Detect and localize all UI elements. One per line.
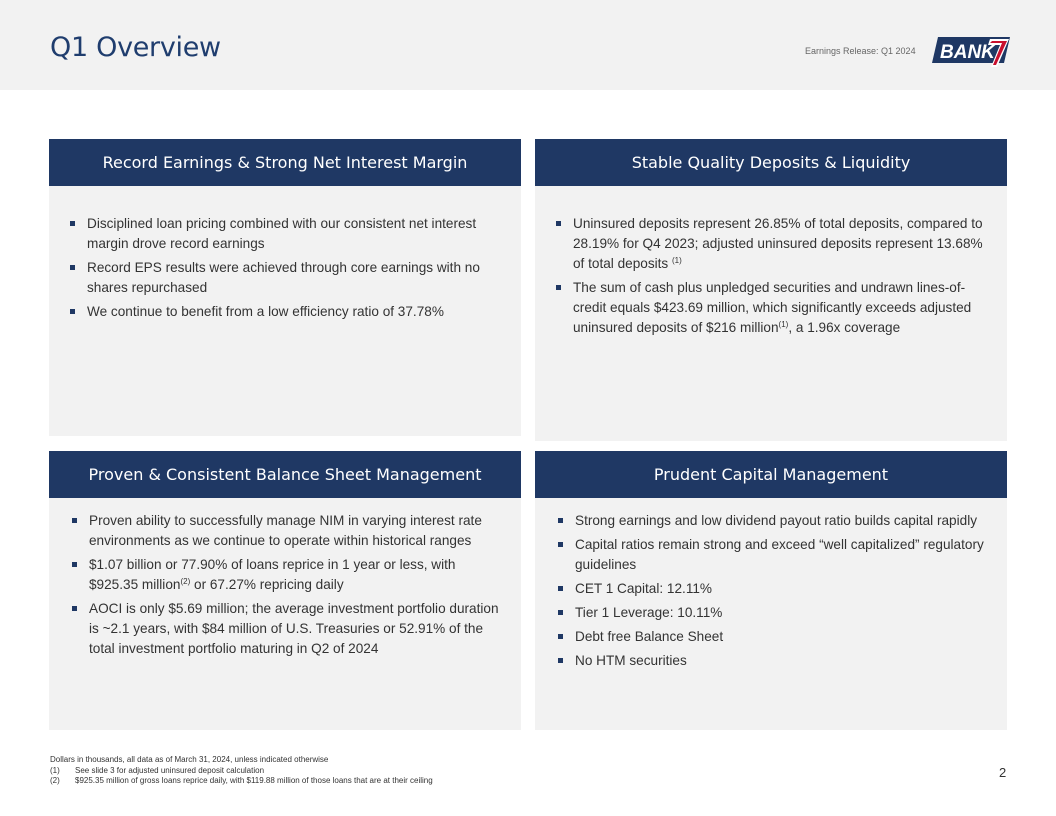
logo-text: BANK bbox=[940, 42, 995, 63]
bullet-item: Capital ratios remain strong and exceed “well capitalized” regulatory guidelines bbox=[558, 535, 998, 575]
release-label: Earnings Release: Q1 2024 bbox=[805, 46, 916, 56]
panel-balance-sheet bbox=[49, 451, 521, 730]
bullet-list bbox=[556, 214, 996, 342]
bullet-item: Record EPS results were achieved through core earnings with no shares repurchased bbox=[70, 258, 505, 298]
bullet-item: No HTM securities bbox=[558, 651, 998, 671]
footnote-intro: Dollars in thousands, all data as of March 31, 2024, unless indicated otherwise bbox=[50, 755, 329, 764]
bullet-item: Debt free Balance Sheet bbox=[558, 627, 998, 647]
page-title: Q1 Overview bbox=[50, 32, 221, 63]
bullet-list bbox=[72, 511, 502, 663]
bank7-logo bbox=[932, 33, 1012, 69]
header-bar bbox=[0, 0, 1056, 90]
bullet-list bbox=[558, 511, 998, 675]
panel-deposits-liquidity bbox=[535, 139, 1007, 441]
panel-title: Record Earnings & Strong Net Interest Margin bbox=[49, 139, 521, 186]
bullet-item: Proven ability to successfully manage NIM in varying interest rate environments as we continue to operate within historical ranges bbox=[72, 511, 502, 551]
footnotes bbox=[50, 755, 433, 787]
footnote-ref: (2) bbox=[180, 577, 191, 586]
bullet-item: $1.07 billion or 77.90% of loans reprice in 1 year or less, with $925.35 million$^{(2)}$ or 67.27% repricing daily bbox=[72, 555, 502, 595]
bullet-item: Disciplined loan pricing combined with our consistent net interest margin drove record earnings bbox=[70, 214, 505, 254]
panel-title: Prudent Capital Management bbox=[535, 451, 1007, 498]
footnote-2: (2) $925.35 million of gross loans reprice daily, with $119.88 million of those loans that are at their ceiling bbox=[50, 776, 433, 785]
panel-title: Proven & Consistent Balance Sheet Management bbox=[49, 451, 521, 498]
bullet-item: Strong earnings and low dividend payout ratio builds capital rapidly bbox=[558, 511, 998, 531]
bullet-item: AOCI is only $5.69 million; the average investment portfolio duration is ~2.1 years, with $84 million of U.S. Treasuries or 52.91% of the total investment portfolio maturing in Q2 of 2024 bbox=[72, 599, 502, 659]
footnote-ref: (1) bbox=[778, 320, 789, 329]
bullet-item: Tier 1 Leverage: 10.11% bbox=[558, 603, 998, 623]
bullet-list bbox=[70, 214, 505, 326]
panel-title: Stable Quality Deposits & Liquidity bbox=[535, 139, 1007, 186]
bullet-item: The sum of cash plus unpledged securities and undrawn lines-of-credit equals $423.69 million, which significantly exceeds adjusted uninsured deposits of $216 million$^{(1)}$, a 1.96x coverage bbox=[556, 278, 996, 338]
bullet-item: Uninsured deposits represent 26.85% of total deposits, compared to 28.19% for Q4 2023; adjusted uninsured deposits represent 13.68% of total deposits $^{(1)}$ bbox=[556, 214, 996, 274]
panel-record-earnings bbox=[49, 139, 521, 436]
bullet-item: We continue to benefit from a low efficiency ratio of 37.78% bbox=[70, 302, 505, 322]
bullet-item: CET 1 Capital: 12.11% bbox=[558, 579, 998, 599]
footnote-ref: (1) bbox=[672, 256, 682, 265]
page-number: 2 bbox=[999, 765, 1007, 780]
panel-capital-management bbox=[535, 451, 1007, 730]
footnote-1: (1) See slide 3 for adjusted uninsured deposit calculation bbox=[50, 765, 265, 775]
